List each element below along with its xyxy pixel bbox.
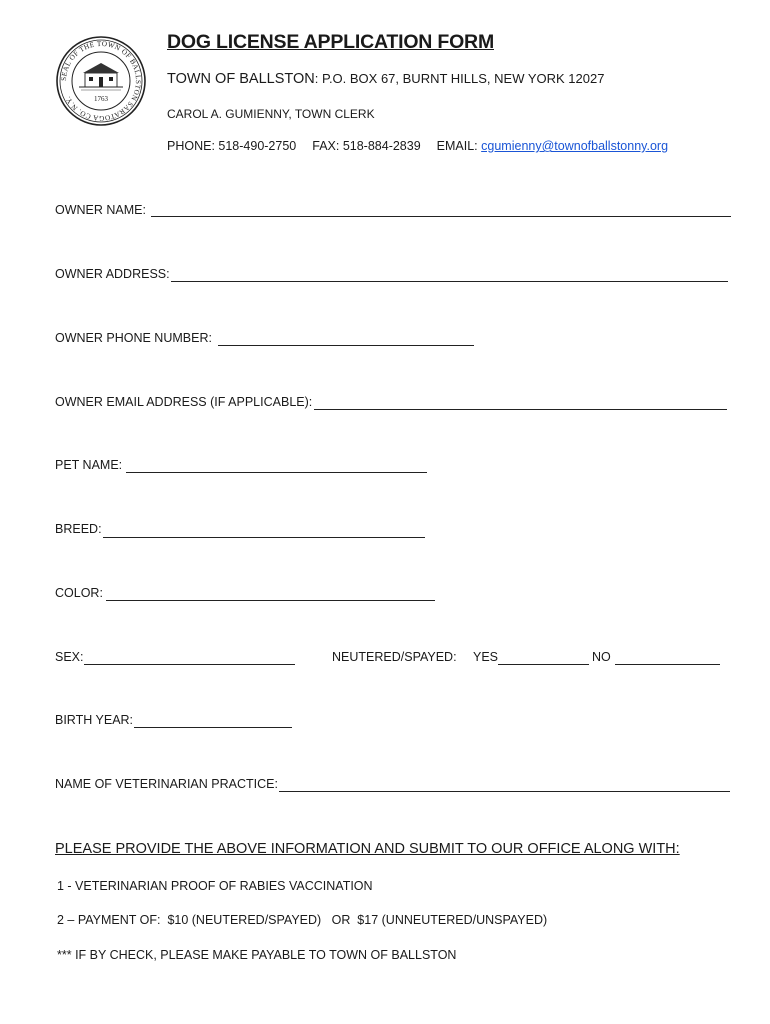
neutered-no-label: NO <box>592 650 611 664</box>
owner-address-label: OWNER ADDRESS: <box>55 267 170 281</box>
form-title: DOG LICENSE APPLICATION FORM <box>167 31 494 53</box>
neutered-label: NEUTERED/SPAYED: <box>332 650 457 664</box>
color-line[interactable] <box>106 600 435 601</box>
town-po-box: : P.O. BOX 67, BURNT HILLS, NEW YORK 12027 <box>314 71 605 86</box>
breed-label: BREED: <box>55 522 102 536</box>
svg-text:1763: 1763 <box>94 95 108 103</box>
requirement-check: *** IF BY CHECK, PLEASE MAKE PAYABLE TO TOWN OF BALLSTON <box>57 948 457 962</box>
color-label: COLOR: <box>55 586 103 600</box>
submission-notice: PLEASE PROVIDE THE ABOVE INFORMATION AND SUBMIT TO OUR OFFICE ALONG WITH: <box>55 841 680 857</box>
owner-name-line[interactable] <box>151 216 731 217</box>
fax-number: FAX: 518-884-2839 <box>312 139 421 153</box>
breed-line[interactable] <box>103 537 425 538</box>
owner-email-line[interactable] <box>314 409 727 410</box>
owner-email-label: OWNER EMAIL ADDRESS (IF APPLICABLE): <box>55 395 313 409</box>
owner-address-line[interactable] <box>171 281 728 282</box>
town-seal-logo <box>55 35 147 127</box>
pet-name-label: PET NAME: <box>55 458 123 472</box>
vet-practice-label: NAME OF VETERINARIAN PRACTICE: <box>55 777 278 791</box>
owner-phone-label: OWNER PHONE NUMBER: <box>55 331 212 345</box>
sex-line[interactable] <box>84 664 295 665</box>
town-address <box>167 71 604 87</box>
town-name: TOWN OF BALLSTON <box>167 71 315 87</box>
contact-info <box>167 139 668 153</box>
requirement-rabies: 1 - VETERINARIAN PROOF OF RABIES VACCINATION <box>57 879 373 893</box>
birth-year-label: BIRTH YEAR: <box>55 713 134 727</box>
owner-name-label: OWNER NAME: <box>55 203 146 217</box>
owner-phone-line[interactable] <box>218 345 474 346</box>
phone-number: PHONE: 518-490-2750 <box>167 139 297 153</box>
town-clerk: CAROL A. GUMIENNY, TOWN CLERK <box>167 107 375 121</box>
sex-label: SEX: <box>55 650 84 664</box>
neutered-yes-label: YES <box>473 650 499 664</box>
svg-text:SEAL OF THE TOWN OF BALLSTON S: SEAL OF THE TOWN OF BALLSTON SARATOGA CO. N.Y. <box>59 39 143 123</box>
vet-practice-line[interactable] <box>279 791 730 792</box>
pet-name-line[interactable] <box>126 472 427 473</box>
email-label: EMAIL: <box>436 139 478 153</box>
neutered-yes-line[interactable] <box>498 664 589 665</box>
email-link[interactable]: cgumienny@townofballstonny.org <box>481 139 669 153</box>
birth-year-line[interactable] <box>134 727 292 728</box>
neutered-no-line[interactable] <box>615 664 720 665</box>
requirement-payment: 2 – PAYMENT OF: $10 (NEUTERED/SPAYED) OR $17 (UNNEUTERED/UNSPAYED) <box>57 913 548 927</box>
